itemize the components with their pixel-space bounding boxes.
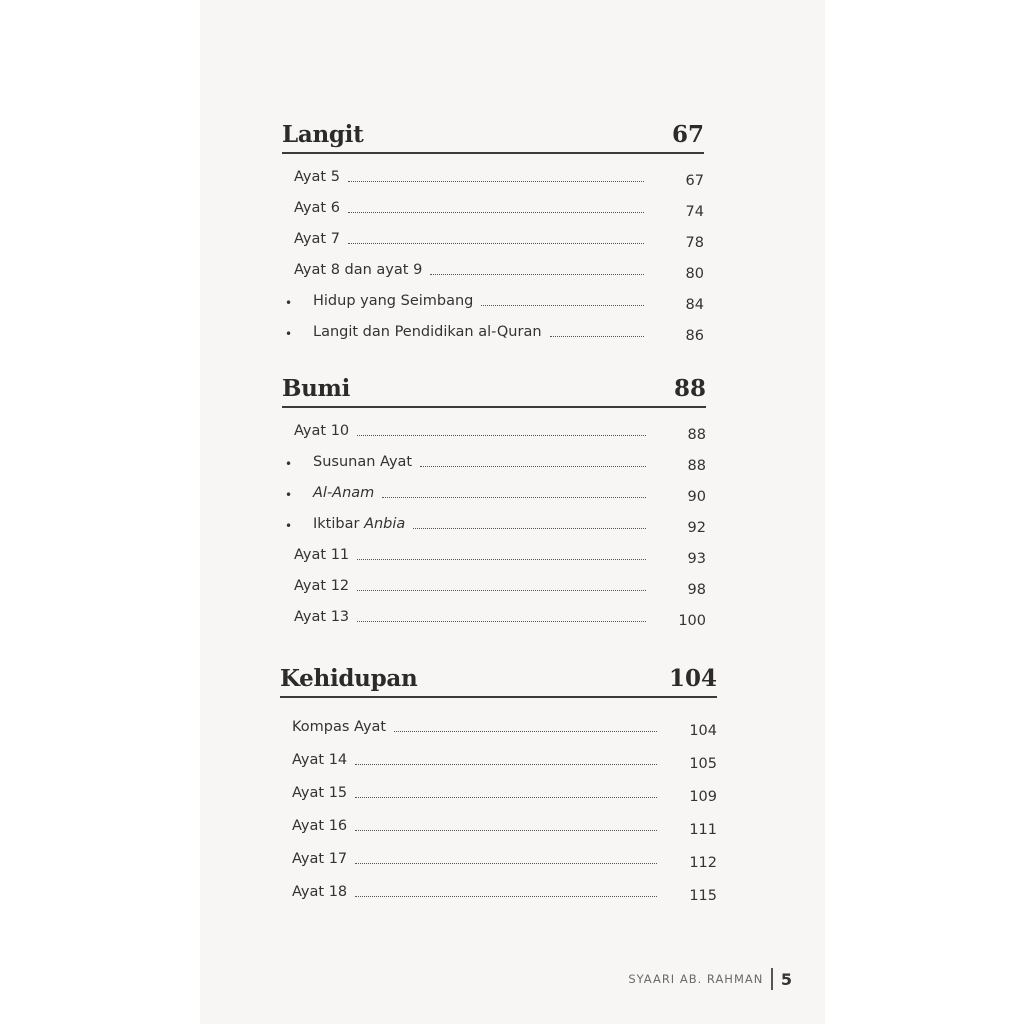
dot-leader — [481, 305, 644, 306]
toc-entry[interactable] — [280, 741, 717, 774]
section-title: Kehidupan — [280, 665, 418, 692]
footer-divider — [771, 968, 773, 990]
entry-page-number: 111 — [689, 822, 717, 838]
entry-page-number: 115 — [689, 888, 717, 904]
dot-leader — [355, 863, 657, 864]
dot-leader — [348, 243, 644, 244]
dot-leader — [355, 896, 657, 897]
dot-leader — [355, 764, 657, 765]
bullet-icon: • — [285, 326, 293, 341]
dot-leader — [348, 212, 644, 213]
entry-page-number: 88 — [687, 427, 706, 443]
entry-label: Ayat 17 — [292, 851, 348, 867]
section-header — [282, 366, 706, 408]
toc-entry[interactable] — [280, 873, 717, 906]
dot-leader — [355, 830, 657, 831]
dot-leader — [357, 559, 646, 560]
entry-page-number: 104 — [689, 723, 717, 739]
section-page-number: 104 — [668, 665, 717, 692]
dot-leader — [357, 590, 646, 591]
toc-entry[interactable] — [282, 414, 706, 445]
entry-page-number: 112 — [689, 855, 717, 871]
bullet-icon: • — [285, 456, 293, 471]
entry-page-number: 90 — [687, 489, 706, 505]
toc-section-bumi — [282, 366, 706, 631]
toc-subentry[interactable] — [282, 315, 704, 346]
section-header — [282, 112, 704, 154]
entry-page-number: 67 — [685, 173, 704, 189]
dot-leader — [355, 797, 657, 798]
entry-label: Susunan Ayat — [313, 454, 413, 470]
toc-entry[interactable] — [282, 253, 704, 284]
toc-subentry[interactable] — [282, 476, 706, 507]
entry-page-number: 98 — [687, 582, 706, 598]
entry-label: Kompas Ayat — [292, 719, 387, 735]
dot-leader — [357, 621, 646, 622]
toc-section-langit — [282, 112, 704, 346]
toc-entry[interactable] — [282, 160, 704, 191]
entry-label — [313, 516, 405, 532]
toc-entries — [280, 708, 717, 906]
entry-label: Ayat 6 — [294, 200, 340, 216]
entry-page-number: 100 — [678, 613, 706, 629]
section-header — [280, 656, 717, 698]
entry-page-number: 92 — [687, 520, 706, 536]
toc-entry[interactable] — [282, 569, 706, 600]
entry-label: Al-Anam — [313, 485, 375, 501]
section-title: Langit — [282, 121, 364, 148]
entry-label: Ayat 16 — [292, 818, 348, 834]
toc-entries — [282, 160, 704, 346]
toc-subentry[interactable] — [282, 507, 706, 538]
dot-leader — [413, 528, 646, 529]
bullet-icon: • — [285, 518, 293, 533]
entry-page-number: 93 — [687, 551, 706, 567]
entry-label: Ayat 10 — [294, 423, 350, 439]
dot-leader — [430, 274, 644, 275]
entry-page-number: 105 — [689, 756, 717, 772]
entry-page-number: 86 — [685, 328, 704, 344]
toc-entry[interactable] — [280, 708, 717, 741]
toc-entry[interactable] — [282, 222, 704, 253]
dot-leader — [550, 336, 644, 337]
entry-label: Ayat 14 — [292, 752, 348, 768]
entry-label: Ayat 7 — [294, 231, 340, 247]
entry-label: Ayat 13 — [294, 609, 350, 625]
entry-label: Ayat 5 — [294, 169, 340, 185]
bullet-icon: • — [285, 295, 293, 310]
section-page-number: 67 — [671, 121, 704, 148]
toc-entry[interactable] — [282, 600, 706, 631]
toc-entry[interactable] — [280, 774, 717, 807]
toc-entry[interactable] — [280, 840, 717, 873]
entry-page-number: 88 — [687, 458, 706, 474]
toc-entries — [282, 414, 706, 631]
toc-entry[interactable] — [282, 191, 704, 222]
footer-page-number: 5 — [780, 969, 792, 989]
entry-page-number: 109 — [689, 789, 717, 805]
toc-section-kehidupan — [280, 656, 717, 906]
dot-leader — [420, 466, 646, 467]
entry-page-number: 74 — [685, 204, 704, 220]
toc-subentry[interactable] — [282, 445, 706, 476]
toc-subentry[interactable] — [282, 284, 704, 315]
entry-label: Ayat 11 — [294, 547, 350, 563]
entry-label: Ayat 8 dan ayat 9 — [294, 262, 423, 278]
entry-label-prefix: Iktibar — [313, 516, 365, 532]
toc-entry[interactable] — [280, 807, 717, 840]
section-title: Bumi — [282, 375, 351, 402]
entry-page-number: 78 — [685, 235, 704, 251]
toc-entry[interactable] — [282, 538, 706, 569]
dot-leader — [394, 731, 657, 732]
entry-page-number: 80 — [685, 266, 704, 282]
entry-label: Ayat 12 — [294, 578, 350, 594]
entry-label: Ayat 18 — [292, 884, 348, 900]
section-page-number: 88 — [673, 375, 706, 402]
dot-leader — [357, 435, 646, 436]
bullet-icon: • — [285, 487, 293, 502]
entry-label: Ayat 15 — [292, 785, 348, 801]
footer-author: SYAARI AB. RAHMAN — [628, 972, 764, 986]
page-footer — [628, 968, 792, 990]
dot-leader — [348, 181, 644, 182]
entry-label: Hidup yang Seimbang — [313, 293, 474, 309]
entry-label: Langit dan Pendidikan al-Quran — [313, 324, 542, 340]
book-page — [200, 0, 825, 1024]
entry-label-italic: Anbia — [364, 516, 406, 532]
dot-leader — [382, 497, 646, 498]
entry-page-number: 84 — [685, 297, 704, 313]
